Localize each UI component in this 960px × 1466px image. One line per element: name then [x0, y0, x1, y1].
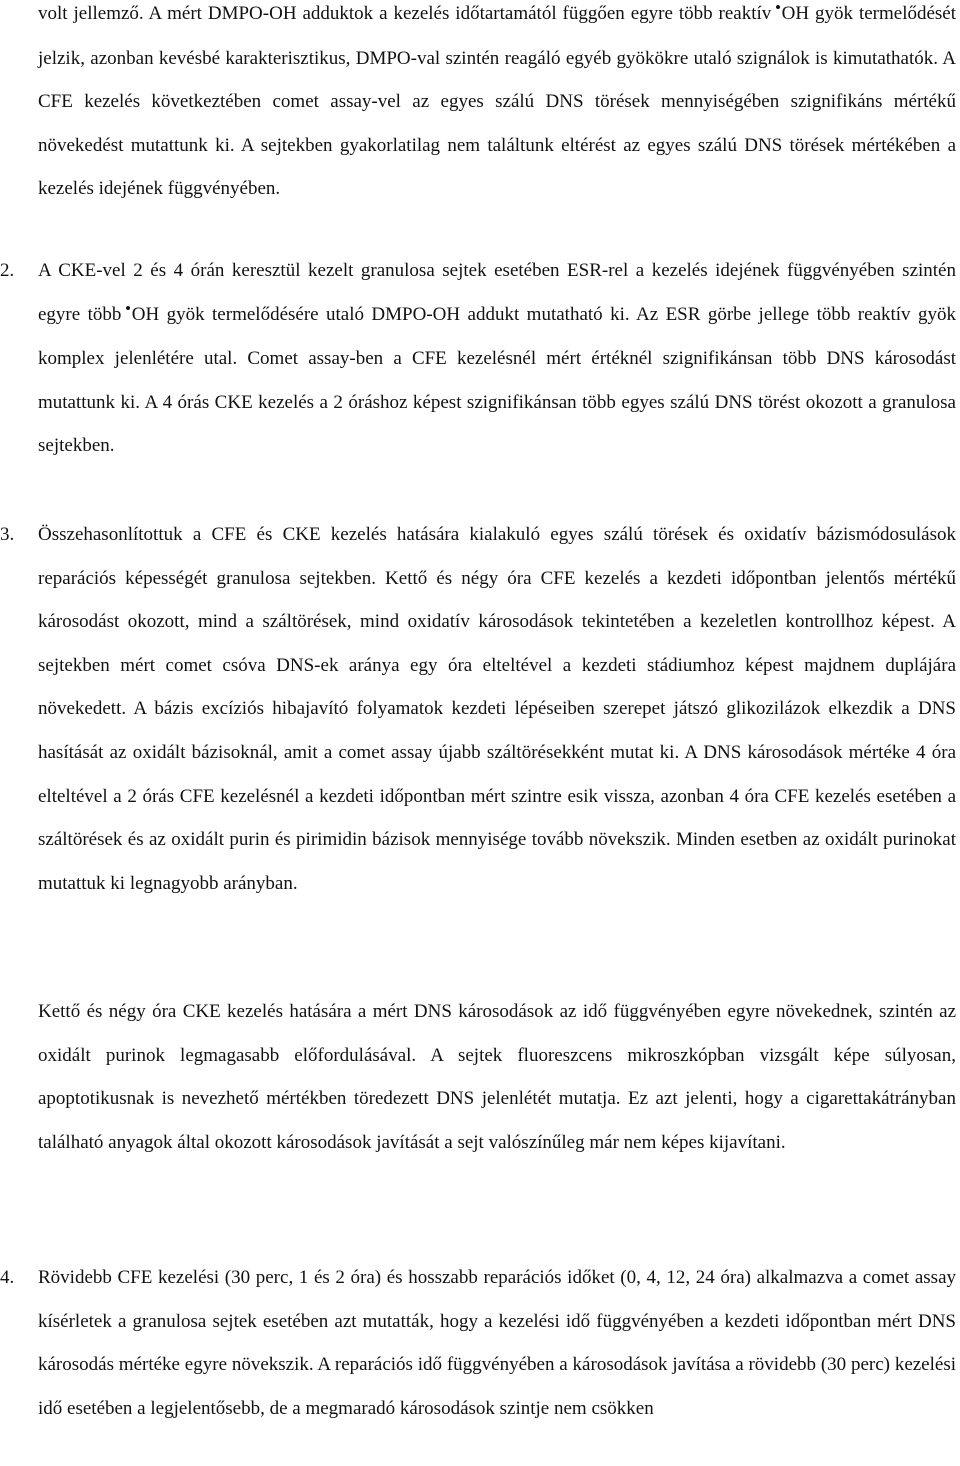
list-number-2: 2. [0, 260, 15, 281]
paragraph-1 [38, 0, 956, 211]
paragraph-2-text-b: OH gyök termelődésére utaló DMPO-OH addukt mutatható ki. Az ESR görbe jellege több reaktív gyök komplex jelenlétére utal. Comet assay-ben a CFE kezelésnél mért értéknél szignifikánsan több DNS károsodást mutattunk ki. A 4 órás CKE kezelés a 2 óráshoz képest szignifikánsan több egyes szálú DNS törést okozott a granulosa sejtekben. [38, 303, 956, 457]
paragraph-3: Összehasonlítottuk a CFE és CKE kezelés hatására kialakuló egyes szálú törések és oxidatív bázismódosulások reparációs képességét granulosa sejtekben. Kettő és négy óra CFE kezelés a kezdeti időpontban jelentős mértékű károsodást okozott, mind a száltörések, mind oxidatív károsodások tekintetében a kezeletlen kontrollhoz képest. A sejtekben mért comet csóva DNS-ek aránya egy óra elteltével a kezdeti stádiumhoz képest majdnem duplájára növekedett. A bázis excíziós hibajavító folyamatok kezdeti lépéseiben szerepet játszó glikozilázok elkezdik a DNS hasítását az oxidált bázisoknál, amit a comet assay újabb száltörésekként mutat ki. A DNS károsodások mértéke 4 óra elteltével a 2 órás CFE kezelésnél a kezdeti időpontban mért szintre esik vissza, azonban 4 óra CFE kezelés esetében a száltörések és az oxidált purin és pirimidin bázisok mennyisége tovább növekszik. Minden esetben az oxidált purinokat mutattuk ki legnagyobb arányban. [38, 524, 956, 894]
radical-dot-2: • [125, 299, 131, 317]
paragraph-2-text-a: A CKE-vel 2 és 4 órán keresztül kezelt granulosa sejtek esetében ESR-rel a kezelés idejének függvényében szintén egyre több [38, 260, 956, 325]
list-number-4: 4. [0, 1267, 15, 1288]
paragraph-4: Rövidebb CFE kezelési (30 perc, 1 és 2 óra) és hosszabb reparációs időket (0, 4, 12, 24 óra) alkalmazva a comet assay kísérletek a granulosa sejtek esetében azt mutatták, hogy a kezelési idő függvényében a kezdeti időpontban mért DNS károsodás mértéke egyre növekszik. A reparációs idő függvényében a károsodások javítása a rövidebb (30 perc) kezelési idő esetében a legjelentősebb, de a megmaradó károsodások szintje nem csökken [38, 1267, 956, 1419]
paragraph-2 [38, 249, 956, 468]
paragraph-3-continued: Kettő és négy óra CKE kezelés hatására a mért DNS károsodások az idő függvényében egyre növekednek, szintén az oxidált purinok legmagasabb előfordulásával. A sejtek fluoreszcens mikroszkópban vizsgált képe súlyosan, apoptotikusnak is nevezhető mértékben töredezett DNS jelenlétét mutatja. Ez azt jelenti, hogy a cigarettakátrányban található anyagok által okozott károsodások javítását a sejt valószínűleg már nem képes kijavítani. [38, 1001, 956, 1153]
paragraph-1-text-a: volt jellemző. A mért DMPO-OH adduktok a kezelés időtartamától függően egyre több reaktív [38, 3, 772, 24]
list-number-3: 3. [0, 524, 15, 545]
paragraph-1-text-b: OH gyök termelődését jelzik, azonban kevésbé karakterisztikus, DMPO-val szintén reagáló egyéb gyökökre utaló szignálok is kimutathatók. A CFE kezelés következtében comet assay-vel az egyes szálú DNS törések mennyiségében szignifikáns mértékű növekedést mutattunk ki. A sejtekben gyakorlatilag nem találtunk eltérést az egyes szálú DNS törések mértékében a kezelés idejének függvényében. [38, 3, 957, 200]
radical-dot-1: • [775, 0, 781, 17]
